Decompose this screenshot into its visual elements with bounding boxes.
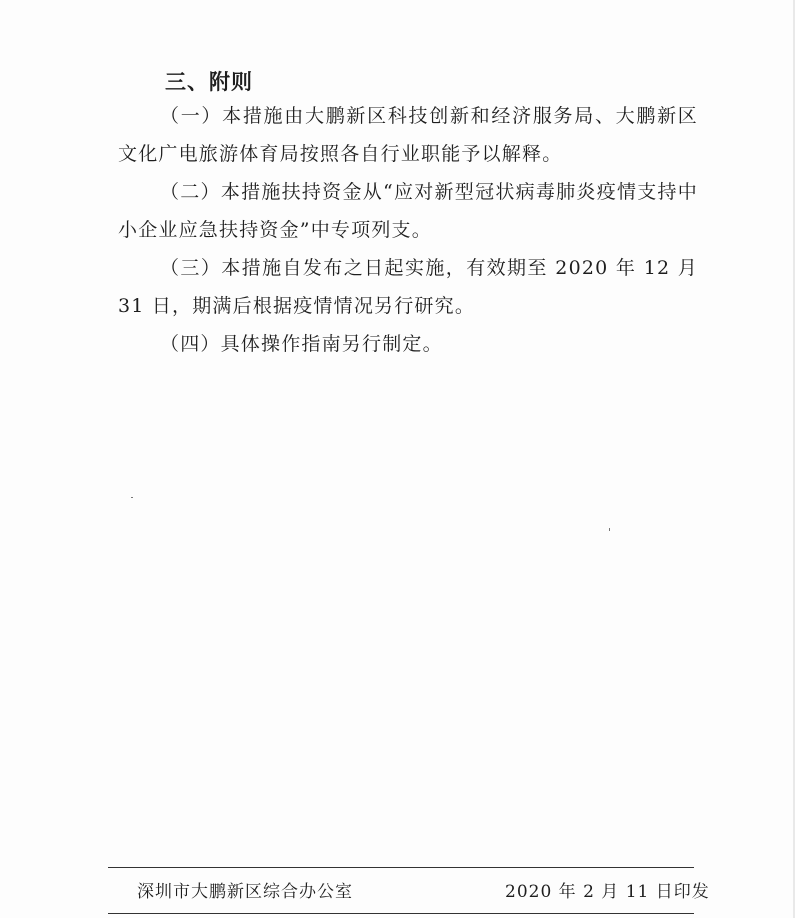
paragraph-4: （四）具体操作指南另行制定。 [160,333,443,355]
scan-speck [131,497,133,498]
section-heading: 三、附则 [165,70,253,94]
issuer-text: 深圳市大鹏新区综合办公室 [137,882,353,902]
issue-date-text: 2020 年 2 月 11 日印发 [505,882,710,902]
scan-speck [609,528,610,531]
footer-bottom-rule [108,913,694,914]
footer-top-rule [108,867,694,868]
paragraph-3: （三）本措施自发布之日起实施，有效期至 2020 年 12 月 31 日，期满后根据疫情情况另行研究。 [118,257,698,317]
paragraph-1: （一）本措施由大鹏新区科技创新和经济服务局、大鹏新区文化广电旅游体育局按照各自行业职能予以解释。 [118,105,698,165]
paragraph-2: （二）本措施扶持资金从“应对新型冠状病毒肺炎疫情支持中小企业应急扶持资金”中专项列支。 [118,181,698,241]
